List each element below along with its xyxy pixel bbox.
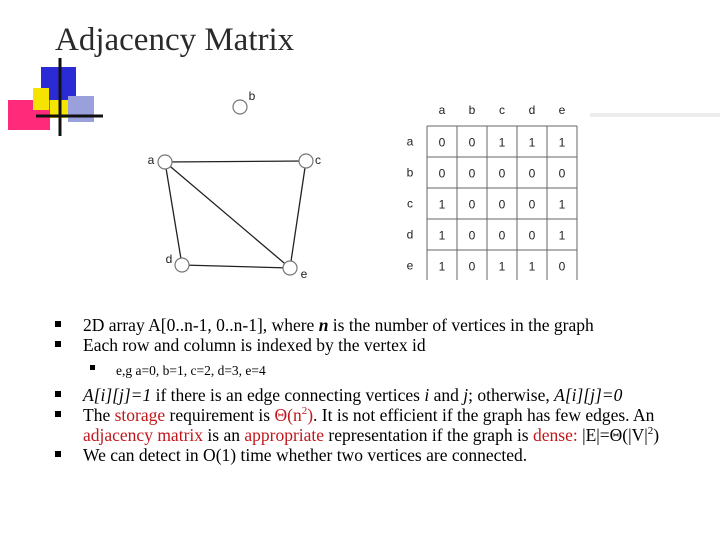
graph-vertex-label-b: b	[248, 89, 256, 103]
matrix-cell-d-b: 0	[468, 228, 476, 243]
matrix-cell-b-a: 0	[438, 166, 446, 181]
matrix-row-header-b: b	[406, 165, 414, 180]
graph-vertex-label-e: e	[300, 267, 308, 281]
matrix-cell-b-e: 0	[558, 166, 566, 181]
graph-edge-a-d	[165, 162, 182, 265]
graph-edge-a-e	[165, 162, 290, 268]
example-graph	[140, 85, 340, 285]
matrix-cell-d-e: 1	[558, 228, 566, 243]
matrix-col-header-e: e	[558, 103, 566, 117]
matrix-cell-c-e: 1	[558, 197, 566, 212]
bullet-constant-time: We can detect in O(1) time whether two vertices are connected.	[50, 445, 680, 465]
adjacency-matrix-table	[390, 90, 580, 280]
bullet-marker	[55, 411, 61, 417]
bullet-storage: The storage requirement is $\Theta(n^2)$. It is not efficient if the graph has few edges. An adjacency matrix is an appropriate representation if the graph is dense: $|E|=\Theta(|V|^2)$	[50, 405, 680, 445]
matrix-col-header-c: c	[499, 103, 505, 117]
matrix-cell-a-c: 1	[498, 135, 506, 150]
matrix-cell-a-b: 0	[468, 135, 476, 150]
graph-vertex-a	[158, 155, 172, 169]
graph-vertex-c	[299, 154, 313, 168]
matrix-cell-c-d: 0	[528, 197, 536, 212]
matrix-cell-e-b: 0	[468, 259, 476, 274]
sub-bullet-vertex-ids: e,g a=0, b=1, c=2, d=3, e=4	[50, 361, 680, 381]
matrix-cell-c-b: 0	[468, 197, 476, 212]
matrix-cell-b-c: 0	[498, 166, 506, 181]
graph-vertex-b	[233, 100, 247, 114]
matrix-row-header-c: c	[407, 196, 413, 211]
bullet-marker	[55, 451, 61, 457]
matrix-col-header-b: b	[468, 103, 476, 117]
graph-vertex-e	[283, 261, 297, 275]
matrix-cell-c-c: 0	[498, 197, 506, 212]
bullet-marker	[55, 341, 61, 347]
matrix-cell-e-d: 1	[528, 259, 536, 274]
matrix-row-header-a: a	[406, 134, 414, 149]
matrix-cell-e-c: 1	[498, 259, 506, 274]
bullet-marker	[55, 391, 61, 397]
divider-rule	[590, 113, 720, 117]
matrix-col-header-d: d	[528, 103, 536, 117]
bullet-list	[50, 315, 680, 465]
bullet-array-definition: 2D array A[0..n-1, 0..n-1], where n is the number of vertices in the graph	[50, 315, 680, 335]
graph-edge-c-e	[290, 161, 306, 268]
graph-edge-d-e	[182, 265, 290, 268]
matrix-cell-d-a: 1	[438, 228, 446, 243]
matrix-cell-c-a: 1	[438, 197, 446, 212]
matrix-cell-e-a: 1	[438, 259, 446, 274]
matrix-cell-a-a: 0	[438, 135, 446, 150]
bullet-marker	[55, 321, 61, 327]
matrix-cell-b-d: 0	[528, 166, 536, 181]
slide-title: Adjacency Matrix	[55, 22, 295, 58]
matrix-row-header-d: d	[406, 227, 414, 242]
matrix-col-header-a: a	[438, 103, 446, 117]
matrix-cell-d-c: 0	[498, 228, 506, 243]
matrix-cell-a-d: 1	[528, 135, 536, 150]
graph-edge-a-c	[165, 161, 306, 162]
graph-vertex-label-c: c	[315, 153, 321, 167]
graph-vertex-label-d: d	[165, 252, 173, 266]
bullet-indexing: Each row and column is indexed by the vertex id	[50, 335, 680, 355]
bullet-entry-definition: A[i][j]=1 if there is an edge connecting vertices i and j; otherwise, A[i][j]=0	[50, 385, 680, 405]
graph-vertex-label-a: a	[147, 153, 155, 167]
matrix-cell-e-e: 0	[558, 259, 566, 274]
matrix-cell-a-e: 1	[558, 135, 566, 150]
matrix-cell-d-d: 0	[528, 228, 536, 243]
matrix-row-header-e: e	[406, 258, 414, 273]
decorative-squares-logo	[0, 0, 110, 140]
graph-vertex-d	[175, 258, 189, 272]
bullet-marker	[90, 365, 95, 370]
matrix-cell-b-b: 0	[468, 166, 476, 181]
